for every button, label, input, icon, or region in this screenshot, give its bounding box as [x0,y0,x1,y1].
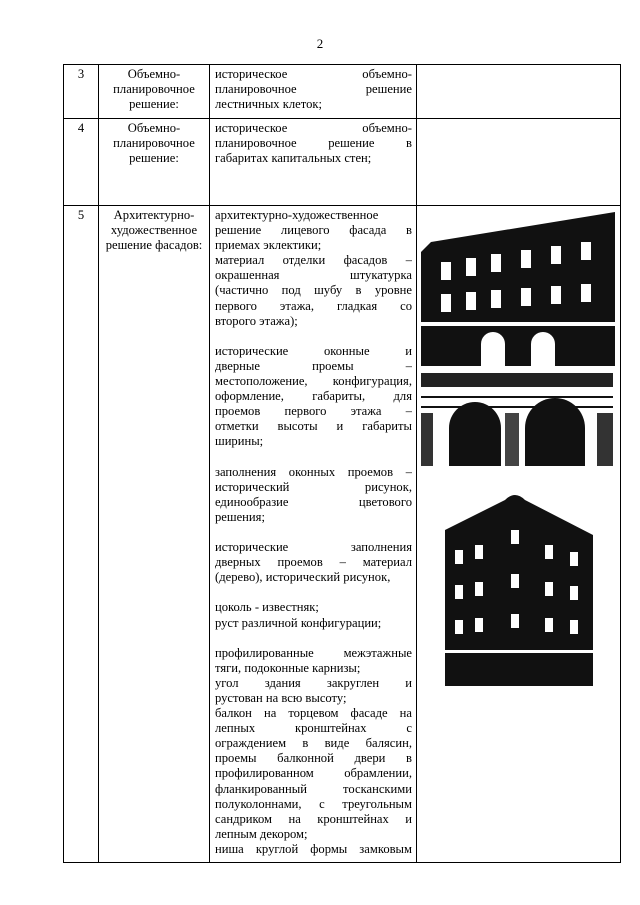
description-line: первого этажа, гладкая со [215,298,412,313]
description-cell [210,65,417,119]
subject-line: художественное [110,223,198,238]
blank-line [215,585,412,600]
description-line: отметки высоты и габариты [215,419,412,434]
description-line: историческое объемно- [215,121,412,135]
table-row [64,206,621,863]
description-line: планировочное решение в [215,136,412,151]
description-line: профилированные межэтажные [215,645,412,660]
description-line: дверные проемы – [215,358,412,373]
monument-subject-table [63,64,621,863]
subject-line: Архитектурно- [113,208,195,222]
description-cell [210,206,417,863]
arched-portal-photo [421,373,613,466]
description-line: окрашенная штукатурка [215,268,412,283]
description-line: исторические заполнения [215,540,412,555]
description-line: ширины; [215,434,264,449]
description-cell [210,119,417,206]
table-row [64,119,621,206]
description-line: профилированном обрамлении, [215,766,412,781]
description-line: сандриком на кронштейнах и [215,811,412,826]
description-line: архитектурно-художественное [215,208,379,222]
description-line: полуколоннами, с треугольным [215,796,412,811]
description-line: заполнения оконных проемов – [215,464,412,479]
description-line: оформление, габариты, для [215,389,412,404]
description-line: проемов первого этажа – [215,404,412,419]
description-line: историческое объемно- [215,67,412,81]
description-line: (частично под шубу в уровне [215,283,412,298]
description-line: лепным декором; [215,826,308,841]
photo-cell [417,206,621,863]
description-line: материал отделки фасадов – [215,253,412,268]
row-number: 5 [64,206,99,863]
subject-cell [99,206,210,863]
description-line: рустован на всю высоту; [215,691,347,705]
subject-line: планировочное [113,82,195,97]
blank-line [215,450,412,465]
corner-building-photo [445,490,593,686]
row-number: 3 [64,65,99,119]
subject-cell [99,119,210,206]
description-line: проемы балконной двери в [215,751,412,766]
description-line: лепных кронштейнах с [215,721,412,736]
description-line: (дерево), исторический рисунок, [215,570,391,585]
description-line: дверных проемов – материал [215,555,412,570]
description-line: приемах эклектики; [215,238,322,253]
description-line: единообразие цветового [215,494,412,509]
description-line: ограждением в виде балясин, [215,736,412,751]
description-line: тяги, подоконные карнизы; [215,660,361,675]
description-line: фланкированный тосканскими [215,781,412,796]
subject-line: Объемно- [127,121,181,135]
subject-line: решение: [129,97,179,112]
description-line: габаритах капитальных стен; [215,151,372,166]
description-line: решения; [215,509,265,524]
description-line: угол здания закруглен и [215,675,412,690]
subject-line: решение: [129,151,179,166]
photo-cell [417,119,621,206]
description-line: планировочное решение [215,82,412,97]
description-line: исторические оконные и [215,343,412,358]
facade-photo [421,212,615,366]
subject-line: планировочное [113,136,195,151]
row-number: 4 [64,119,99,206]
page-number: 2 [316,36,324,51]
subject-line: решение фасадов: [105,238,203,253]
description-line: местоположение, конфигурация, [215,374,412,389]
description-line: ниша круглой формы замковым [215,841,412,856]
description-line: лестничных клеток; [215,97,322,112]
photo-cell [417,65,621,119]
description-line: решение лицевого фасада в [215,223,412,238]
table-row [64,65,621,119]
description-line: второго этажа); [215,313,298,328]
blank-line [215,631,412,646]
description-line: балкон на торцевом фасаде на [215,706,412,721]
description-line: цоколь - известняк; [215,600,319,615]
blank-line [215,329,412,344]
subject-line: Объемно- [127,67,181,81]
description-line: руст различной конфигурации; [215,615,382,630]
subject-cell [99,65,210,119]
blank-line [215,525,412,540]
description-line: исторический рисунок, [215,479,412,494]
